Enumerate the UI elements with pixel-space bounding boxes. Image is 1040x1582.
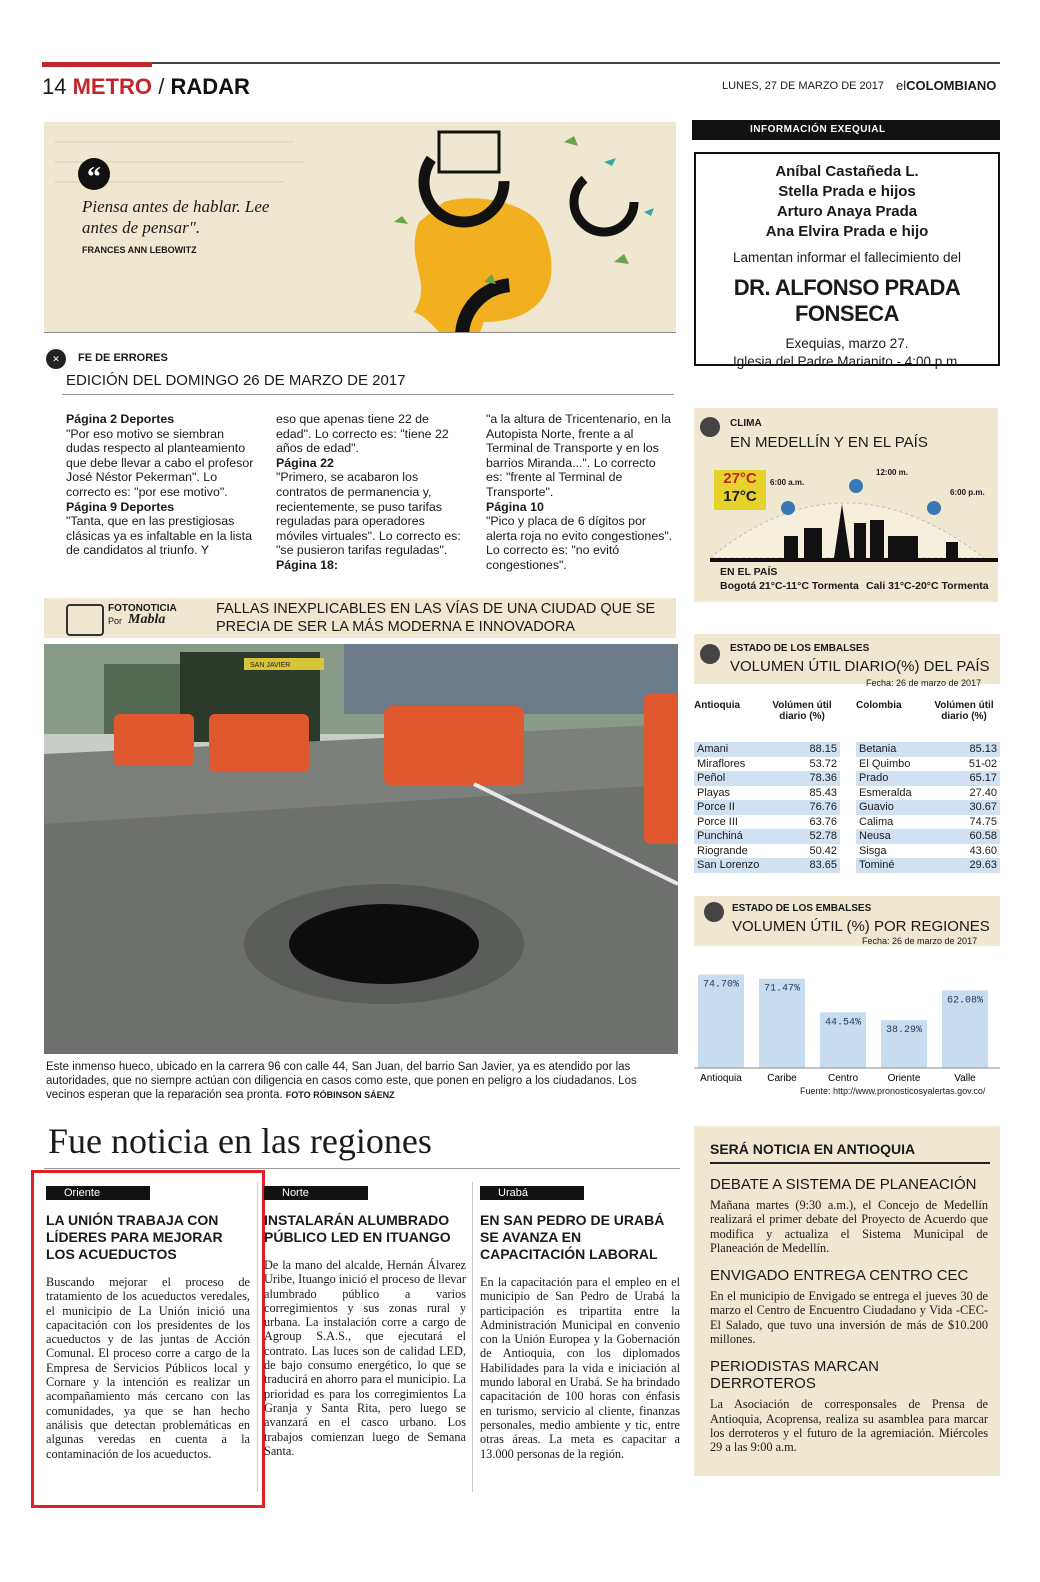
- reservoir-row: [856, 771, 1000, 786]
- page-header: [42, 74, 250, 100]
- article-uraba: [480, 1186, 680, 1461]
- pothole-image: [44, 644, 678, 1054]
- mourner-name: Ana Elvira Prada e hijo: [765, 223, 929, 240]
- article-body: Buscando mejorar el proceso de tratamiento de los acueductos veredales, el municipio de La Unión inició una capacitación con los presidentes de los acueductos y de las juntas de Acción Comunal. El proceso corre a cargo de la Empresa de Servicios Públicos local y Cornare y la intención es realizar un acompañamiento más cercano con las comunidades, ya que se han hecho análisis que detectan problemáticas en algunas veredas en cuenta a la contaminación de los acueductos.: [46, 1275, 250, 1461]
- reservoir-row: [856, 829, 1000, 844]
- reservoir-row: [694, 858, 840, 873]
- reservoir-name: Calima: [859, 815, 894, 828]
- reservoir-value: 43.60: [969, 844, 997, 857]
- category-label: Antioquia: [700, 1073, 742, 1084]
- exequial-lament: Lamentan informar el fallecimiento del: [732, 250, 962, 265]
- subsection-name: RADAR: [170, 74, 250, 99]
- reservoir-name: Punchiná: [697, 830, 743, 842]
- mourner-name: Arturo Anaya Prada: [776, 203, 918, 220]
- chart-label: ESTADO DE LOS EMBALSES: [732, 903, 872, 914]
- header-slash: /: [158, 74, 165, 99]
- clima-title: EN MEDELLÍN Y EN EL PAÍS: [730, 434, 928, 451]
- deceased-name: DR. ALFONSO PRADA FONSECA: [733, 275, 961, 326]
- clima-city-bogota: Bogotá 21°C-11°C Tormenta: [720, 580, 859, 592]
- col-vol-colombia: Volúmen útil diario (%): [934, 700, 994, 722]
- column-divider: [257, 1182, 258, 1492]
- fe-heading: Página 10: [486, 499, 544, 514]
- table-antioquia: [694, 742, 840, 873]
- reservoir-value: 27.40: [969, 786, 997, 799]
- exequial-place: Iglesia del Padre Marianito - 4:00 p.m.: [732, 354, 962, 369]
- reservoir-name: El Quimbo: [859, 757, 911, 770]
- reservoir-name: Amani: [697, 743, 729, 755]
- reservoir-name: Peñol: [697, 772, 726, 784]
- reservoir-name: Tominé: [859, 859, 895, 871]
- reservoir-value: 51-02: [968, 757, 997, 770]
- fe-heading: Página 2 Deportes: [66, 412, 175, 426]
- reservoir-value: 85.13: [969, 743, 997, 755]
- fe-de-errores-icon: ✕: [46, 349, 66, 369]
- camera-icon: [66, 604, 104, 636]
- sponsor-logo: Mabla: [128, 612, 166, 627]
- reservoir-value: 83.65: [809, 859, 837, 871]
- reservoir-row: [694, 757, 840, 772]
- fotonoticia-title: FALLAS INEXPLICABLES EN LAS VÍAS DE UNA CIUDAD QUE SE PRECIA DE SER LA MÁS MODERNA E INNOVADORA: [216, 601, 656, 635]
- photo-credit: FOTO RÓBINSON SÁENZ: [285, 1090, 395, 1100]
- chart-icon: [704, 902, 724, 922]
- category-label: Valle: [954, 1073, 976, 1084]
- article-headline: INSTALARÁN ALUMBRADO PÚBLICO LED EN ITUANGO: [264, 1212, 451, 1245]
- fe-text: "Primero, se acabaron los contratos de permanencia y, recientemente, se puso tarifas reguladas para operadores móviles virtuales". Lo correcto es: "se pusieron tarifas reguladas".: [276, 470, 461, 558]
- reservoir-value: 60.58: [969, 830, 997, 842]
- article-oriente: [46, 1186, 250, 1461]
- category-label: Centro: [827, 1073, 859, 1084]
- reservoir-row: [856, 844, 1000, 859]
- reservoir-name: Riogrande: [697, 844, 748, 857]
- fe-column-2: [276, 412, 464, 573]
- bus-sign: SAN JAVIER: [250, 662, 291, 669]
- header-accent: [42, 62, 152, 67]
- news-body: Mañana martes (9:30 a.m.), el Concejo de Medellín realizará el primer debate del Proyecto de Acuerdo que modifica y actualiza el Sistema Municipal de Planeación de Medellín.: [710, 1198, 988, 1255]
- time-noon: 12:00 m.: [876, 468, 909, 477]
- bar-value-label: 38.29%: [885, 1025, 923, 1037]
- quote-icon: “: [78, 158, 110, 190]
- column-divider: [472, 1182, 473, 1492]
- embalses-label: ESTADO DE LOS EMBALSES: [730, 643, 870, 654]
- photo-caption: [46, 1060, 676, 1102]
- fe-text: "Por eso motivo se siembran dudas respecto al planteamiento que debe llevar a cabo el profesor José Néstor Pekerman". Lo correcto es: "por ese motivo".: [66, 426, 254, 499]
- exequial-bar-label: INFORMACIÓN EXEQUIAL: [750, 124, 886, 135]
- exequial-info: [696, 335, 998, 371]
- reservoir-row: [856, 815, 1000, 830]
- table-colombia: [856, 742, 1000, 873]
- reservoir-name: Porce III: [697, 815, 738, 828]
- caption-text: Este inmenso hueco, ubicado en la carrera 96 con calle 44, San Juan, del barrio San Javier, ya es atendido por las autoridades, que no siempre actúan con diligencia en casos como este, que ponen en peligro a los ciudadanos. Los vecinos esperan que la reparación sea pronta.: [46, 1061, 637, 1101]
- reservoir-name: Sisga: [859, 844, 887, 857]
- fe-text: eso que apenas tiene 22 de edad". Lo correcto es: "tiene 22 años de edad".: [276, 412, 449, 456]
- header-rule: [42, 62, 1000, 64]
- reservoir-name: Neusa: [859, 830, 891, 842]
- reservoir-row: [694, 844, 840, 859]
- paper-name: COLOMBIANO: [906, 78, 997, 93]
- reservoir-value: 88.15: [809, 743, 837, 755]
- reservoir-row: [694, 800, 840, 815]
- reservoir-value: 76.76: [809, 801, 837, 813]
- reservoir-row: [856, 742, 1000, 757]
- fotonoticia-label: FOTONOTICIA: [108, 603, 177, 614]
- reservoir-value: 85.43: [809, 786, 837, 799]
- news-heading: ENVIGADO ENTREGA CENTRO CEC: [710, 1267, 969, 1285]
- reservoir-name: Playas: [697, 786, 731, 799]
- quote-text: Piensa antes de hablar. Lee antes de pensar".: [82, 197, 270, 237]
- temperature-box: [714, 470, 766, 510]
- reservoir-row: [856, 757, 1000, 772]
- reservoir-row: [856, 786, 1000, 801]
- regions-bar-chart: [694, 956, 1000, 1084]
- col-antioquia: Antioquia: [694, 700, 741, 711]
- category-label: Caribe: [767, 1073, 797, 1084]
- reservoir-value: 74.75: [969, 815, 997, 828]
- region-tag: Oriente: [46, 1186, 150, 1200]
- bar-value-label: 44.54%: [824, 1017, 862, 1029]
- fe-de-errores-title: FE DE ERRORES: [78, 352, 168, 364]
- mourner-name: Aníbal Castañeda L.: [775, 163, 919, 180]
- newspaper-logo: [896, 78, 996, 93]
- clima-icon: [700, 417, 720, 437]
- reservoir-name: Miraflores: [697, 757, 746, 770]
- news-heading: PERIODISTAS MARCAN DERROTEROS: [710, 1358, 879, 1393]
- fe-column-1: [66, 412, 254, 558]
- fe-heading: Página 9 Deportes: [66, 499, 175, 514]
- news-body: La Asociación de corresponsales de Prensa de Antioquia, Acoprensa, realiza su asamblea para marcar los derroteros y el futuro de la agremiación. Miércoles 29 a las 9:00 a.m.: [710, 1397, 988, 1455]
- article-norte: [264, 1186, 466, 1458]
- news-heading: DEBATE A SISTEMA DE PLANEACIÓN: [710, 1176, 977, 1193]
- reservoir-value: 53.72: [809, 757, 837, 770]
- reservoir-row: [694, 771, 840, 786]
- sera-noticia-title: SERÁ NOTICIA EN ANTIOQUIA: [710, 1141, 916, 1157]
- regions-title: Fue noticia en las regiones: [48, 1121, 432, 1161]
- bar-value-label: 62.08%: [946, 995, 984, 1007]
- reservoir-name: Porce II: [697, 801, 735, 813]
- chart-date: Fecha: 26 de marzo de 2017: [862, 936, 978, 946]
- reservoir-row: [856, 858, 1000, 873]
- reservoir-row: [694, 829, 840, 844]
- clima-pais-label: EN EL PAÍS: [720, 566, 778, 578]
- reservoir-value: 52.78: [809, 830, 837, 842]
- fe-text: "a la altura de Tricentenario, en la Autopista Norte, frente a al Terminal de Transporte y en los barrios Miranda...". Lo correcto es: "frente al Terminal de Transporte".: [486, 412, 671, 499]
- sera-noticia-rule: [710, 1162, 990, 1164]
- exequial-notice: [694, 152, 1000, 369]
- mourners: [696, 162, 998, 242]
- reservoir-value: 29.63: [969, 859, 997, 871]
- reservoir-value: 63.76: [809, 815, 837, 828]
- chart-source: Fuente: http://www.pronosticosyalertas.gov.co/: [800, 1086, 986, 1096]
- article-body: De la mano del alcalde, Hernán Álvarez Uribe, Ituango inició el proceso de llevar alumbrado público a varios corregimientos y sus zonas rural y urbana. La instalación corre a cargo de Agroup S.A.S., que ejecutará el contrato. Las luces son de calidad LED, de bajo consumo energético, lo que se traducirá en ahorro para el municipio. La prioridad es para los corregimientos La Granja y Santa Rita, pero luego se avanzará en el casco urbano. Los trabajos comienzan luego de Semana Santa.: [264, 1258, 466, 1458]
- reservoir-row: [694, 786, 840, 801]
- exequial-date: Exequias, marzo 27.: [785, 336, 909, 351]
- embalses-icon: [700, 644, 720, 664]
- section-name: METRO: [72, 74, 153, 99]
- temp-min: 17°C: [723, 488, 757, 505]
- embalses-date: Fecha: 26 de marzo de 2017: [866, 678, 982, 688]
- fe-column-3: [486, 412, 674, 573]
- quote-author: FRANCES ANN LEBOWITZ: [82, 245, 197, 255]
- paper-prefix: el: [896, 78, 907, 93]
- chart-title: VOLUMEN ÚTIL (%) POR REGIONES: [732, 918, 990, 935]
- embalses-title: VOLUMEN ÚTIL DIARIO(%) DEL PAÍS: [730, 658, 990, 675]
- reservoir-value: 65.17: [969, 772, 997, 784]
- time-evening: 6:00 p.m.: [950, 488, 985, 497]
- category-label: Oriente: [887, 1073, 921, 1084]
- pothole-photo: [44, 644, 678, 1054]
- reservoir-name: Betania: [859, 743, 897, 755]
- reservoir-value: 78.36: [809, 772, 837, 784]
- article-headline: LA UNIÓN TRABAJA CON LÍDERES PARA MEJORAR LOS ACUEDUCTOS: [46, 1212, 223, 1262]
- col-vol-antioquia: Volúmen útil diario (%): [772, 700, 832, 722]
- reservoir-name: Esmeralda: [859, 786, 912, 799]
- fe-text: "Pico y placa de 6 dígitos por alerta roja no evito congestiones". Lo correcto es: "no evitó congestiones".: [486, 514, 673, 572]
- news-body: En el municipio de Envigado se entrega el jueves 30 de marzo el Centro de Encuentro Ciudadano y Vida -CEC- El Salado, que tuvo una inversión de más de $10.200 millones.: [710, 1289, 988, 1347]
- region-tag: Urabá: [480, 1186, 584, 1200]
- reservoir-name: Prado: [859, 772, 889, 784]
- article-body: En la capacitación para el empleo en el municipio de San Pedro de Urabá la participación es tripartita entre la Administración Municipal en convenio con la Unión Europea y la Gobernación de Antioquia, con los diplomados Habilidades para la vida e iniciación al mundo laboral en Urabá. Se ha brindado capacitación de 100 horas con énfasis en turismo, servicio al cliente, finanzas personales, medio ambiente y tic, entre otras áreas. La meta es capacitar a 13.000 personas de la región.: [480, 1275, 680, 1461]
- page-number: 14: [42, 74, 67, 99]
- header-date: LUNES, 27 DE MARZO DE 2017: [722, 80, 885, 92]
- regions-rule: [44, 1168, 680, 1169]
- reservoir-row: [856, 800, 1000, 815]
- col-colombia: Colombia: [856, 700, 902, 711]
- time-morning: 6:00 a.m.: [770, 478, 805, 487]
- reservoir-value: 50.42: [809, 844, 837, 857]
- reservoir-row: [694, 742, 840, 757]
- bar-value-label: 71.47%: [763, 983, 801, 995]
- clima-label: CLIMA: [730, 418, 762, 429]
- region-tag: Norte: [264, 1186, 368, 1200]
- bar-value-label: 74.70%: [702, 979, 740, 991]
- article-headline: EN SAN PEDRO DE URABÁ SE AVANZA EN CAPACITACIÓN LABORAL: [480, 1212, 665, 1262]
- reservoir-row: [694, 815, 840, 830]
- clima-city-cali: Cali 31°C-20°C Tormenta: [866, 580, 989, 592]
- mourner-name: Stella Prada e hijos: [778, 183, 916, 200]
- sera-noticia-items: [710, 1176, 988, 1455]
- fe-rule: [62, 394, 674, 395]
- fe-heading: Página 22: [276, 455, 334, 470]
- temp-max: 27°C: [723, 470, 757, 487]
- fe-heading: Página 18:: [276, 557, 338, 572]
- reservoir-value: 30.67: [969, 801, 997, 813]
- fe-de-errores-edition: EDICIÓN DEL DOMINGO 26 DE MARZO DE 2017: [66, 372, 406, 389]
- reservoir-name: Guavio: [859, 801, 894, 813]
- reservoir-name: San Lorenzo: [697, 859, 760, 871]
- fotonoticia-por: Por: [108, 616, 123, 626]
- fe-text: "Tanta, que en las prestigiosas clásicas ya es infaltable en la lista de candidatos al triunfo. Y: [66, 514, 252, 558]
